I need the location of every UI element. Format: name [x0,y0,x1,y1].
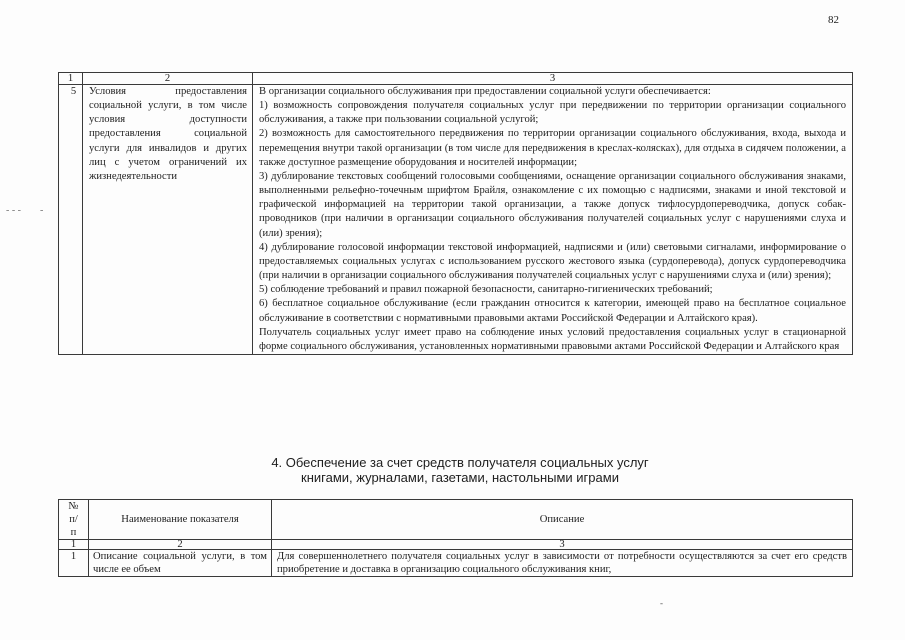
conditions-table [58,72,853,355]
margin-mark: - [40,205,44,216]
table-row [59,550,853,577]
description-paragraph: 1) возможность сопровождения получателя социальных услуг при передвижении по территории организации социального обслуживания, а также при пользовании социальной услугой; [259,100,846,126]
description-paragraph: 6) бесплатное социальное обслуживание (если гражданин относится к категории, имеющей право на бесплатное социальное обслуживание в соответствии с нормативными правовыми актами Российской Федерации и Алтайского края). [259,298,846,324]
description-cell [253,85,853,355]
indicator-name: Описание социальной услуги, в том числе ее объем [89,550,272,577]
row-number: 1 [59,550,89,577]
page-number: 82 [828,14,839,26]
section-title [180,455,740,485]
indicator-name: Условия предоставления социальной услуги, в том числе условия доступности предоставления социальной услуги для инвалидов и других лиц с учетом ограничений их жизнедеятельности [83,85,253,355]
section-title-line: книгами, журналами, газетами, настольными играми [301,470,619,485]
books-table [58,499,853,577]
column-number: 1 [59,73,83,85]
description-paragraph: 5) соблюдение требований и правил пожарной безопасности, санитарно-гигиенических требований; [259,284,713,296]
description-paragraph: В организации социального обслуживания при предоставлении социальной услуги обеспечивается: [259,86,711,97]
column-number: 1 [59,540,89,550]
header-description: Описание [272,500,853,540]
header-indicator: Наименование показателя [89,500,272,540]
description-paragraph: 2) возможность для самостоятельного передвижения по территории организации социального обслуживания, входа, выхода и перемещения внутри такой организации (в том числе для передвижения в креслах-колясках), для отдыха в сидячем положении, а также доступное размещение оборудования и носителей информации; [259,128,846,168]
row-number: 5 [59,85,83,355]
description-paragraph: 4) дублирование голосовой информации текстовой информацией, надписями и (или) световыми сигналами, информирование о предоставляемых социальных услугах с использованием русского жестового языка (сурдоперевода), допуск сурдопереводчика (при наличии в организации социального обслуживания получателей социальных услуг с нарушениями слуха и (или) зрения); [259,241,846,282]
column-number-row [59,540,853,550]
header-row [59,500,853,540]
scan-mark: - [660,598,663,608]
column-number: 3 [272,540,853,550]
section-title-line: 4. Обеспечение за счет средств получателя социальных услуг [271,455,649,470]
table-row [59,85,853,355]
description-cell: Для совершеннолетнего получателя социальных услуг в зависимости от потребности осуществляются за счет его средств приобретение и доставка в организацию социального обслуживания книг, [272,550,853,577]
description-paragraph: 3) дублирование текстовых сообщений голосовыми сообщениями, оснащение организации социального обслуживания знаками, выполненными рельефно-точечным шрифтом Брайля, ознакомление с их помощью с надписями, знаками и иной текстовой и графической информацией на территории такой организации, а также допуск тифлосурдопереводчика, допуск собак-проводников (при наличии в организации социального обслуживания получателей социальных услуг с нарушениями слуха и (или) зрения); [259,170,846,239]
header-num: № п/п [59,500,89,540]
column-number: 2 [89,540,272,550]
column-number: 2 [83,73,253,85]
margin-mark: - - - [6,205,21,216]
description-paragraph: Получатель социальных услуг имеет право на соблюдение иных условий предоставления социальных услуг в стационарной форме социального обслуживания, установленных нормативными правовыми актами Российской Федерации и Алтайского края [259,326,846,352]
column-number: 3 [253,73,853,85]
column-number-row [59,73,853,85]
